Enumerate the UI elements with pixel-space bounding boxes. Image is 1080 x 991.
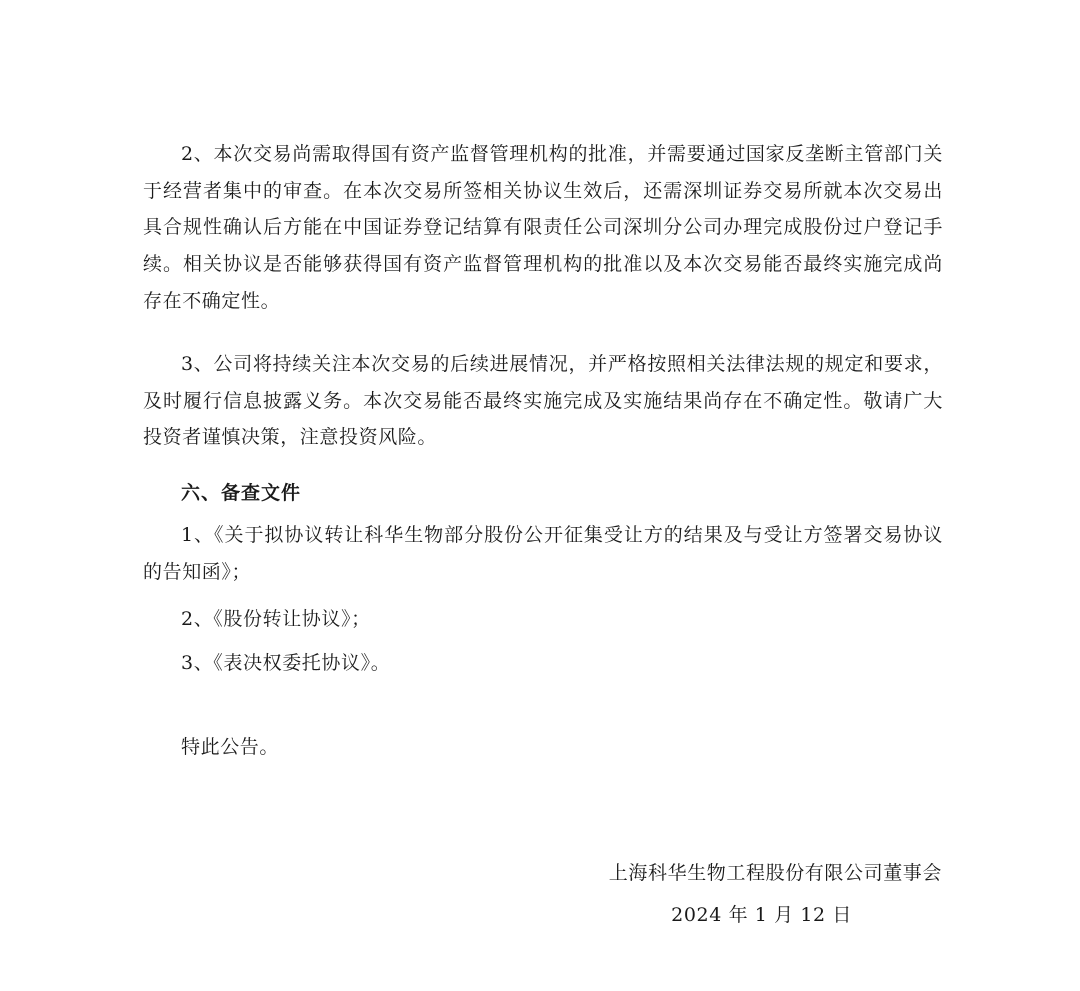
reference-item-notice-letter: 1、《关于拟协议转让科华生物部分股份公开征集受让方的结果及与受让方签署交易协议的告知函》；: [143, 524, 943, 583]
signature-company: 上海科华生物工程股份有限公司董事会: [608, 862, 942, 884]
section-heading-reference-documents: 六、备查文件: [181, 482, 302, 504]
reference-item-voting-rights-agreement: 3、《表决权委托协议》。: [181, 652, 391, 674]
paragraph-risk-warning: 3、公司将持续关注本次交易的后续进展情况，并严格按照相关法律法规的规定和要求，及时履行信息披露义务。本次交易能否最终实施完成及实施结果尚存在不确定性。敬请广大投资者谨慎决策，注意投资风险。: [143, 353, 943, 449]
reference-item-share-transfer-agreement: 2、《股份转让协议》；: [181, 608, 371, 630]
closing-statement: 特此公告。: [181, 736, 280, 758]
signature-date: 2024 年 1 月 12 日: [671, 904, 852, 926]
paragraph-approval-notice: 2、本次交易尚需取得国有资产监督管理机构的批准，并需要通过国家反垄断主管部门关于经营者集中的审查。在本次交易所签相关协议生效后，还需深圳证券交易所就本次交易出具合规性确认后方能在中国证券登记结算有限责任公司深圳分公司办理完成股份过户登记手续。相关协议是否能够获得国有资产监督管理机构的批准以及本次交易能否最终实施完成尚存在不确定性。: [143, 143, 943, 312]
